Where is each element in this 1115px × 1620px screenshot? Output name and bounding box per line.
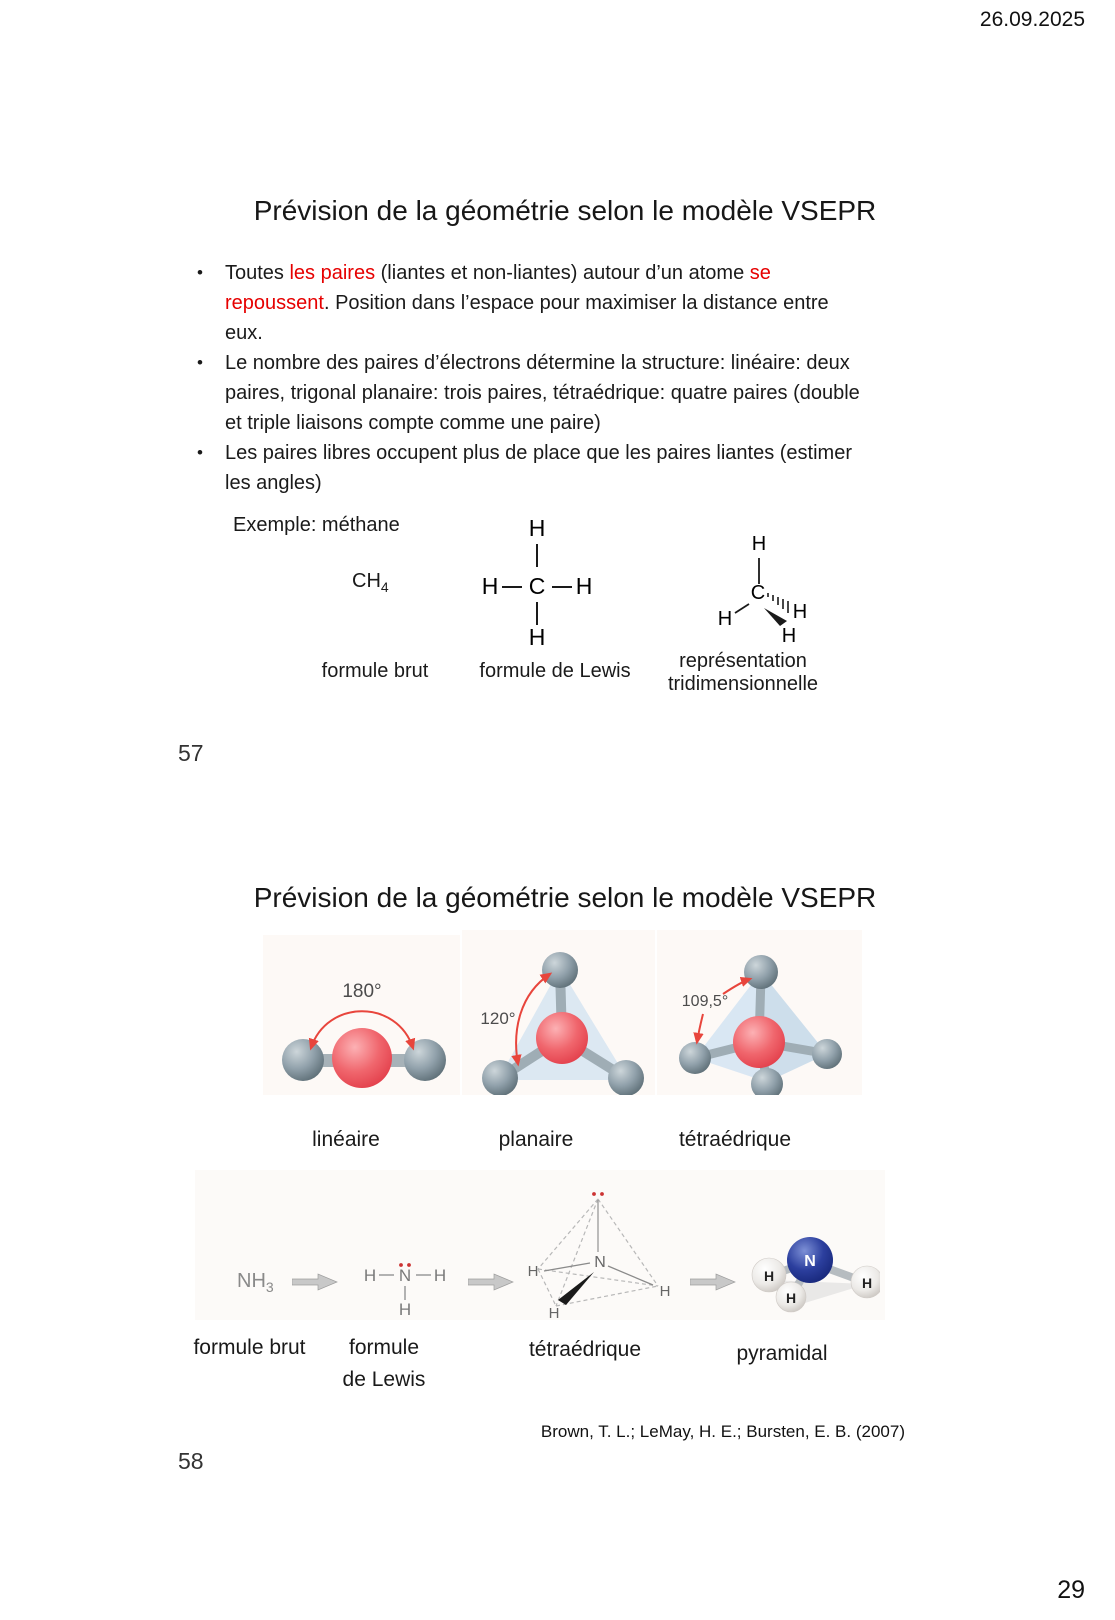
- caption-representation-3d: représentation tridimensionnelle: [667, 650, 819, 695]
- nh3-lewis-structure: [355, 1255, 455, 1317]
- arrow-icon: [292, 1273, 338, 1291]
- slide58-title: Prévision de la géométrie selon le modèle VSEPR: [253, 882, 877, 913]
- page-number: 29: [1057, 1576, 1085, 1604]
- arrow-icon: [690, 1273, 736, 1291]
- header-date: 26.09.2025: [979, 8, 1085, 31]
- central-atom-sphere: [733, 1016, 785, 1068]
- bullet-text-2: Le nombre des paires d’électrons détermine la structure: linéaire: deux paires, trigonal planaire: trois paires, tétraédrique: quatre paires (double et triple liaisons compte comme une paire): [225, 352, 860, 434]
- n-atom-label: N: [804, 1253, 816, 1270]
- bond-line: [544, 1263, 590, 1271]
- outer-atom-sphere: [812, 1039, 842, 1069]
- h-atom-label: H: [751, 533, 767, 555]
- bullet-marker: •: [197, 353, 203, 372]
- outer-atom-sphere: [482, 1060, 518, 1095]
- bullet-marker: •: [197, 263, 203, 282]
- bullet-text-3: Les paires libres occupent plus de place que les paires liantes (estimer les angles): [225, 442, 853, 494]
- linear-geometry-image: [263, 935, 460, 1095]
- caption-formule-brut: formule brut: [193, 1336, 306, 1359]
- outer-atom-sphere: [282, 1039, 324, 1081]
- caption-pyramidal: pyramidal: [736, 1342, 828, 1365]
- solid-wedge-bond: [558, 1272, 594, 1305]
- angle-arrow: [697, 1014, 703, 1042]
- lone-pair-dot: [592, 1192, 596, 1196]
- bullet-marker: •: [197, 443, 203, 462]
- slide57-number: 57: [178, 740, 204, 766]
- h-atom-label: H: [528, 624, 546, 647]
- h-atom-label: H: [781, 625, 797, 644]
- nh3-pyramidal-model: [745, 1232, 880, 1320]
- slide58-number: 58: [178, 1448, 204, 1474]
- outer-atom-sphere: [404, 1039, 446, 1081]
- n-atom-label: N: [398, 1266, 412, 1285]
- h-atom-label: H: [861, 1275, 873, 1291]
- h-atom-label: H: [528, 515, 546, 541]
- h-atom-label: H: [433, 1266, 447, 1285]
- c-atom-label: C: [528, 573, 546, 599]
- h-atom-label: H: [785, 1290, 797, 1306]
- formula-subscript: 4: [380, 579, 389, 595]
- central-atom-sphere: [536, 1012, 588, 1064]
- bond-line: [735, 604, 749, 613]
- central-atom-sphere: [332, 1028, 392, 1088]
- h-atom-label: H: [659, 1283, 671, 1300]
- nh3-formula: $NH_3$: [237, 1270, 274, 1295]
- outer-atom-sphere: [542, 952, 578, 988]
- caption-formule-lewis: formule de Lewis: [479, 660, 631, 682]
- h-atom-label: H: [398, 1300, 412, 1317]
- outer-atom-sphere: [608, 1060, 644, 1095]
- lone-pair-dot: [600, 1192, 604, 1196]
- example-label: Exemple: méthane: [233, 514, 400, 536]
- angle-label: 120°: [480, 1009, 516, 1028]
- label-lineaire: linéaire: [312, 1128, 380, 1151]
- label-planaire: planaire: [498, 1128, 574, 1151]
- formula-subscript: 3: [265, 1279, 274, 1295]
- planar-geometry-image: [462, 930, 655, 1095]
- n-atom-label: N: [594, 1254, 606, 1271]
- slide57-bullet-list: [197, 258, 887, 498]
- methane-formula: $CH_4$: [352, 570, 389, 595]
- caption-formule-lewis: formule de Lewis: [342, 1336, 426, 1391]
- outer-atom-sphere: [744, 955, 778, 989]
- h-atom-label: H: [548, 1305, 560, 1320]
- bullet-item-3: [197, 438, 887, 498]
- tetrahedral-geometry-image: [657, 930, 862, 1095]
- c-atom-label: C: [750, 582, 766, 604]
- h-atom-label: H: [763, 1268, 775, 1284]
- h-atom-label: H: [481, 573, 499, 599]
- methane-lewis-structure: [477, 512, 597, 647]
- h-atom-label: H: [792, 601, 808, 623]
- outer-atom-sphere: [679, 1042, 711, 1074]
- methane-3d-structure: [700, 532, 815, 644]
- arrow-icon: [468, 1273, 514, 1291]
- bullet-item-2: [197, 348, 887, 438]
- hash-wedge-bond: [768, 593, 788, 613]
- h-atom-label: H: [717, 608, 733, 630]
- solid-wedge-bond: [764, 608, 787, 626]
- h-atom-label: H: [363, 1266, 377, 1285]
- h-atom-label: H: [575, 573, 593, 599]
- h-atom-label: H: [527, 1263, 539, 1280]
- highlight-red: les paires: [289, 262, 376, 284]
- label-tetraedrique: tétraédrique: [678, 1128, 792, 1151]
- bullet-text-1: Toutes les paires (liantes et non-liantes) autour d’un atome se repoussent. Position dans l’espace pour maximiser la distance entre eux.: [225, 262, 829, 344]
- caption-formule-brut: formule brut: [321, 660, 429, 682]
- nh3-sequence-image: [195, 1170, 885, 1320]
- caption-tetraedrique: tétraédrique: [528, 1338, 642, 1361]
- citation: Brown, T. L.; LeMay, H. E.; Bursten, E. B. (2007): [540, 1422, 905, 1441]
- angle-label: 180°: [342, 981, 382, 1002]
- bullet-item-1: [197, 258, 887, 348]
- angle-label: 109,5°: [681, 993, 729, 1010]
- highlight-red: se repoussent: [225, 262, 771, 314]
- nh3-tetrahedral-sketch: [520, 1186, 672, 1320]
- slide57-title: Prévision de la géométrie selon le modèle VSEPR: [253, 195, 877, 226]
